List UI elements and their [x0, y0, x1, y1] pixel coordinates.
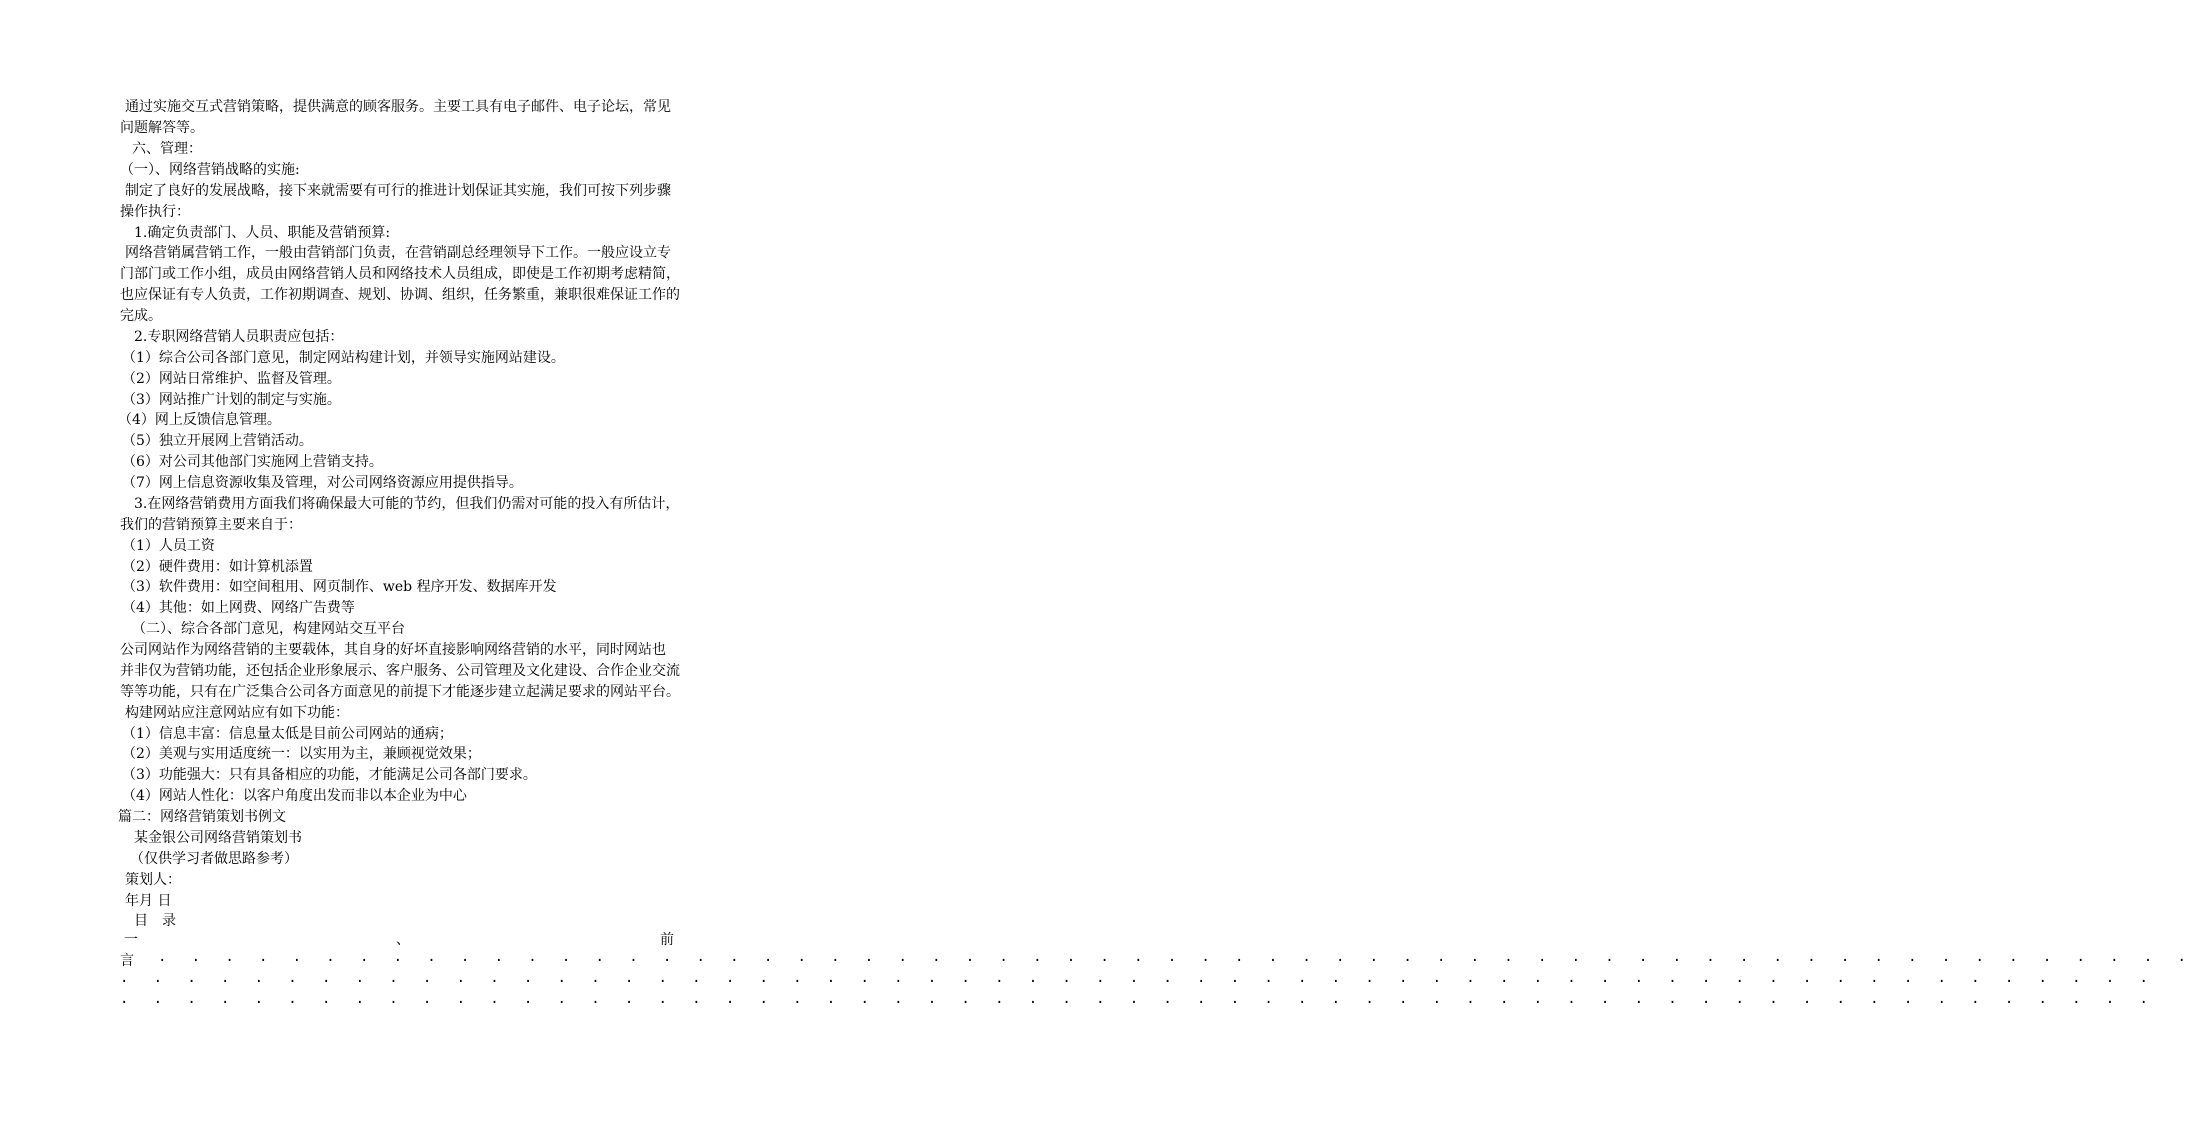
text-line: 网络营销属营销工作，一般由营销部门负责，在营销副总经理领导下工作。一般应设立专	[125, 245, 671, 261]
list-item: （5）独立开展网上营销活动。	[122, 433, 313, 449]
numbered-heading: 2.专职网络营销人员职责应包括：	[134, 329, 344, 345]
text-line: 通过实施交互式营销策略，提供满意的顾客服务。主要工具有电子邮件、电子论坛，常见	[125, 99, 671, 115]
text-line: 问题解答等。	[120, 120, 204, 136]
text-line: 操作执行：	[120, 204, 190, 220]
list-item: （3）软件费用：如空间租用、网页制作、web 程序开发、数据库开发	[122, 579, 557, 595]
date-line: 年月 日	[125, 893, 172, 909]
text-line: 等等功能，只有在广泛集合公司各方面意见的前提下才能逐步建立起满足要求的网站平台。	[120, 684, 680, 700]
list-item: （4）网上反馈信息管理。	[118, 412, 281, 428]
text-line: 我们的营销预算主要来自于：	[120, 517, 302, 533]
list-item: （2）硬件费用：如计算机添置	[122, 559, 313, 575]
list-item: （4）其他：如上网费、网络广告费等	[122, 600, 355, 616]
document-title: 某金银公司网络营销策划书	[134, 830, 302, 846]
list-item: （3）网站推广计划的制定与实施。	[122, 392, 341, 408]
subsection-heading: （二）、综合各部门意见，构建网站交互平台	[132, 621, 405, 637]
text-line: 构建网站应注意网站应有如下功能：	[125, 705, 349, 721]
section-heading: 六、管理：	[132, 141, 202, 157]
numbered-heading: 3.在网络营销费用方面我们将确保最大可能的节约，但我们仍需对可能的投入有所估计，	[134, 496, 680, 512]
text-line: 完成。	[120, 308, 162, 324]
document-subtitle: （仅供学习者做思路参考）	[130, 851, 298, 867]
toc-heading: 目 录	[134, 913, 176, 929]
text-line: 也应保证有专人负责，工作初期调查、规划、协调、组织，任务繁重，兼职很难保证工作的	[120, 287, 680, 303]
toc-leader-dots: · · · · · · · · · · · · · · · · · · · · · · · · · · · · · · · · · · · · · · · · · · · · · · · · · · · · · · · · · · · · ·	[158, 953, 2194, 969]
list-item: （7）网上信息资源收集及管理，对公司网络资源应用提供指导。	[122, 475, 523, 491]
toc-entry-separator: 、	[396, 932, 410, 948]
toc-entry-title-part2: 言	[120, 953, 134, 969]
text-line: 公司网站作为网络营销的主要载体，其自身的好坏直接影响网络营销的水平，同时网站也	[120, 642, 666, 658]
toc-entry-number: 一	[124, 932, 138, 948]
list-item: （1）综合公司各部门意见，制定网站构建计划，并领导实施网站建设。	[122, 350, 565, 366]
list-item: （3）功能强大：只有具备相应的功能，才能满足公司各部门要求。	[122, 767, 537, 783]
list-item: （6）对公司其他部门实施网上营销支持。	[122, 454, 383, 470]
text-line: 并非仅为营销功能，还包括企业形象展示、客户服务、公司管理及文化建设、合作企业交流	[120, 663, 680, 679]
text-line: 门部门或工作小组，成员由网络营销人员和网络技术人员组成，即使是工作初期考虑精简，	[120, 266, 680, 282]
toc-entry-title-part1: 前	[660, 932, 674, 948]
planner-label: 策划人：	[125, 872, 181, 888]
toc-leader-dots: · · · · · · · · · · · · · · · · · · · · · · · · · · · · · · · · · · · · · · · · · · · · · · · · · · · · · · · · · · · · ·	[120, 974, 2157, 990]
list-item: （2）美观与实用适度统一：以实用为主，兼顾视觉效果；	[122, 746, 481, 762]
toc-leader-dots: · · · · · · · · · · · · · · · · · · · · · · · · · · · · · · · · · · · · · · · · · · · · · · · · · · · · · · · · · · · · ·	[120, 995, 2157, 1011]
list-item: （4）网站人性化：以客户角度出发而非以本企业为中心	[122, 788, 467, 804]
text-line: 制定了良好的发展战略，接下来就需要有可行的推进计划保证其实施，我们可按下列步骤	[125, 183, 671, 199]
numbered-heading: 1.确定负责部门、人员、职能及营销预算:	[134, 225, 391, 241]
subsection-heading: （一）、网络营销战略的实施:	[120, 162, 300, 178]
list-item: （1）信息丰富：信息量太低是目前公司网站的通病；	[122, 726, 453, 742]
list-item: （1）人员工资	[122, 538, 215, 554]
list-item: （2）网站日常维护、监督及管理。	[122, 371, 341, 387]
chapter-heading: 篇二：网络营销策划书例文	[118, 809, 286, 825]
